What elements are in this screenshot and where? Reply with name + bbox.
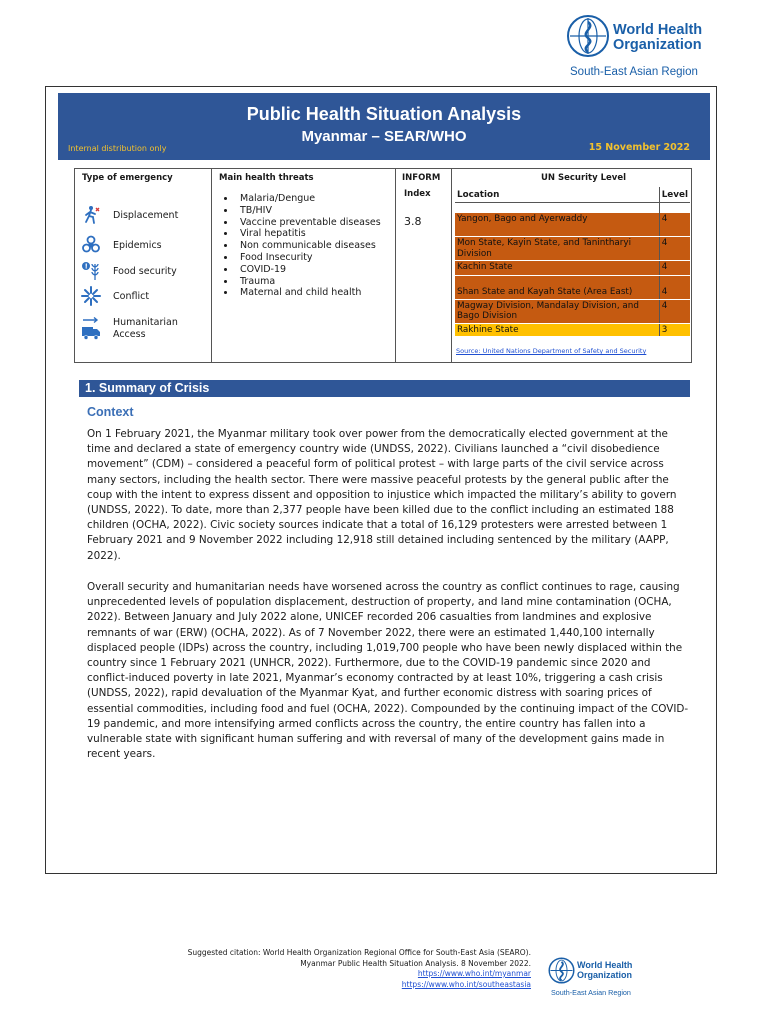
humanitarian-access-icon <box>81 317 101 341</box>
location-cell: Kachin State <box>455 261 659 276</box>
emergency-info-table <box>74 168 692 363</box>
list-item: • Malaria/Dengue <box>236 193 381 205</box>
level-cell: 4 <box>659 261 690 276</box>
southeastasia-link[interactable]: https://www.who.int/southeastasia <box>401 979 531 989</box>
list-item: • Vaccine preventable diseases <box>236 217 381 229</box>
location-cell: Shan State and Kayah State (Area East) <box>455 286 659 299</box>
section-header <box>79 380 690 397</box>
table-row <box>455 237 690 261</box>
health-threats-header: Main health threats <box>219 173 314 183</box>
level-cell: 3 <box>659 323 690 336</box>
location-cell: Magway Division, Mandalay Division, and Bago Division <box>455 299 659 323</box>
inform-header: INFORM <box>402 173 441 183</box>
location-cell: Rakhine State <box>455 323 659 336</box>
security-level-table <box>455 187 690 336</box>
level-cell: 4 <box>659 237 690 261</box>
emergency-label: Displacement <box>113 209 179 221</box>
who-name <box>613 23 702 53</box>
list-item: • Maternal and child health <box>236 287 381 299</box>
emergency-food-security <box>81 260 177 282</box>
table-row <box>455 261 690 276</box>
emergency-label: Humanitarian Access <box>113 317 178 340</box>
myanmar-link[interactable]: https://www.who.int/myanmar <box>417 969 531 978</box>
report-date: 15 November 2022 <box>588 142 690 153</box>
column-divider <box>451 169 452 362</box>
list-item: • Non communicable diseases <box>236 240 381 252</box>
un-security-header: UN Security Level <box>541 173 627 183</box>
page-subtitle: Myanmar – SEAR/WHO <box>301 128 467 145</box>
conflict-icon <box>81 286 101 306</box>
who-name-line1: World Health <box>577 960 633 970</box>
who-name-line1: World Health <box>613 22 703 38</box>
citation-line: Suggested citation: World Health Organization Regional Office for South-East Asia (SEARO). <box>187 948 531 957</box>
who-name-line2: Organization <box>577 969 633 980</box>
who-logo <box>566 14 706 84</box>
who-region: South-East Asian Region <box>570 66 698 78</box>
table-header-row <box>455 187 690 203</box>
who-name <box>577 961 632 980</box>
level-cell: 4 <box>659 213 690 237</box>
table-row <box>455 323 690 336</box>
distribution-note: Internal distribution only <box>68 144 167 153</box>
emergency-epidemics <box>81 234 162 256</box>
location-cell: Mon State, Kayin State, and Tanintharyi Division <box>455 237 659 261</box>
paragraph: Overall security and humanitarian needs have worsened across the country as conflict continues to rage, causing unprecedented levels of population displacement, destruction of property, and land mine contamination (OCHA, 2022). Between January and July 2022 alone, UNICEF recorded 206 casualties from landmines and explosive remnants of war (ERW) (OCHA, 2022). As of 7 November 2022, there were an estimated 1,440,100 internally displaced people (IDPs) across the country, including 1,019,700 people who have been newly displaced within the country since 1 February 2021 (UNHCR, 2022). Furthermore, due to the COVID-19 pandemic since 2020 and conflict-induced poverty in late 2021, Myanmar’s economy contracted by at least 10%, triggering a cash crisis (UNDSS, 2022), rapid devaluation of the Myanmar Kyat, and further economic distress with soaring prices of essential commodities, including food and fuel (OCHA, 2022). Compounded by the continuing impact of the COVID-19 pandemic, and more intensifying armed conflicts across the country, the entire country has fallen into a vulnerable state with significant human suffering and with reversal of many of the development gains made in recent years. <box>87 581 689 761</box>
who-emblem-icon <box>548 957 575 984</box>
citation-line: Myanmar Public Health Situation Analysis. 8 November 2022. <box>300 958 531 968</box>
list-item: • Food Insecurity <box>236 252 381 264</box>
list-item: • TB/HIV <box>236 205 381 217</box>
table-row <box>455 213 690 237</box>
health-threats-list <box>220 193 381 299</box>
paragraph: On 1 February 2021, the Myanmar military took over power from the democratically elected government at the time and declared a state of emergency country wide (UNDSS, 2022). Civilians launched a “civil disobedience movement” (CDM) – considered a peaceful form of political protest – with large parts of the civil service across many sectors, including the health sector. There were massive peaceful protests by the general public after the coup with the intent to express dissent and opposition to injustice which impacted the military’s ability to govern (UNDSS, 2022). To date, more than 2,377 people have been killed due to the conflict including an estimated 188 children (OCHA, 2022). Civic society sources indicate that a total of 16,129 protesters were arrested between 1 February 2021 and 9 November 2022 including 12,918 still detained including sentenced by the military (AAPP, 2022). <box>87 428 677 562</box>
location-cell: Yangon, Bago and Ayerwaddy <box>455 213 659 237</box>
displacement-icon <box>81 205 101 225</box>
list-item: • COVID-19 <box>236 264 381 276</box>
table-row <box>455 286 690 299</box>
source-link[interactable]: Source: United Nations Department of Safety and Security <box>456 347 647 355</box>
list-item: • Trauma <box>236 276 381 288</box>
who-region: South-East Asian Region <box>551 988 631 997</box>
biohazard-icon <box>81 235 101 255</box>
section-title: 1. Summary of Crisis <box>85 381 210 395</box>
emergency-conflict <box>81 285 149 307</box>
context-heading: Context <box>87 405 134 419</box>
inform-index-value: 3.8 <box>404 215 422 228</box>
page-title: Public Health Situation Analysis <box>246 104 522 124</box>
level-header: Level <box>659 187 690 203</box>
location-header: Location <box>455 187 659 203</box>
emergency-label: Conflict <box>113 290 150 302</box>
emergency-label: Epidemics <box>113 239 162 251</box>
column-divider <box>211 169 212 362</box>
svg-text:!: ! <box>84 262 88 271</box>
emergency-humanitarian-access <box>81 317 183 347</box>
suggested-citation <box>188 948 531 990</box>
level-cell: 4 <box>659 299 690 323</box>
column-divider <box>395 169 396 362</box>
title-banner <box>58 93 710 160</box>
inform-index-header: Index <box>404 189 431 199</box>
emergency-type-header: Type of emergency <box>82 173 173 183</box>
table-row <box>455 299 690 323</box>
level-cell: 4 <box>659 286 690 299</box>
footer-who-logo <box>548 957 638 999</box>
list-item: • Viral hepatitis <box>236 228 381 240</box>
who-name-line2: Organization <box>613 37 702 53</box>
who-emblem-icon <box>566 14 610 58</box>
emergency-displacement <box>81 204 178 226</box>
food-security-icon <box>81 261 101 281</box>
emergency-label: Food security <box>113 265 177 277</box>
